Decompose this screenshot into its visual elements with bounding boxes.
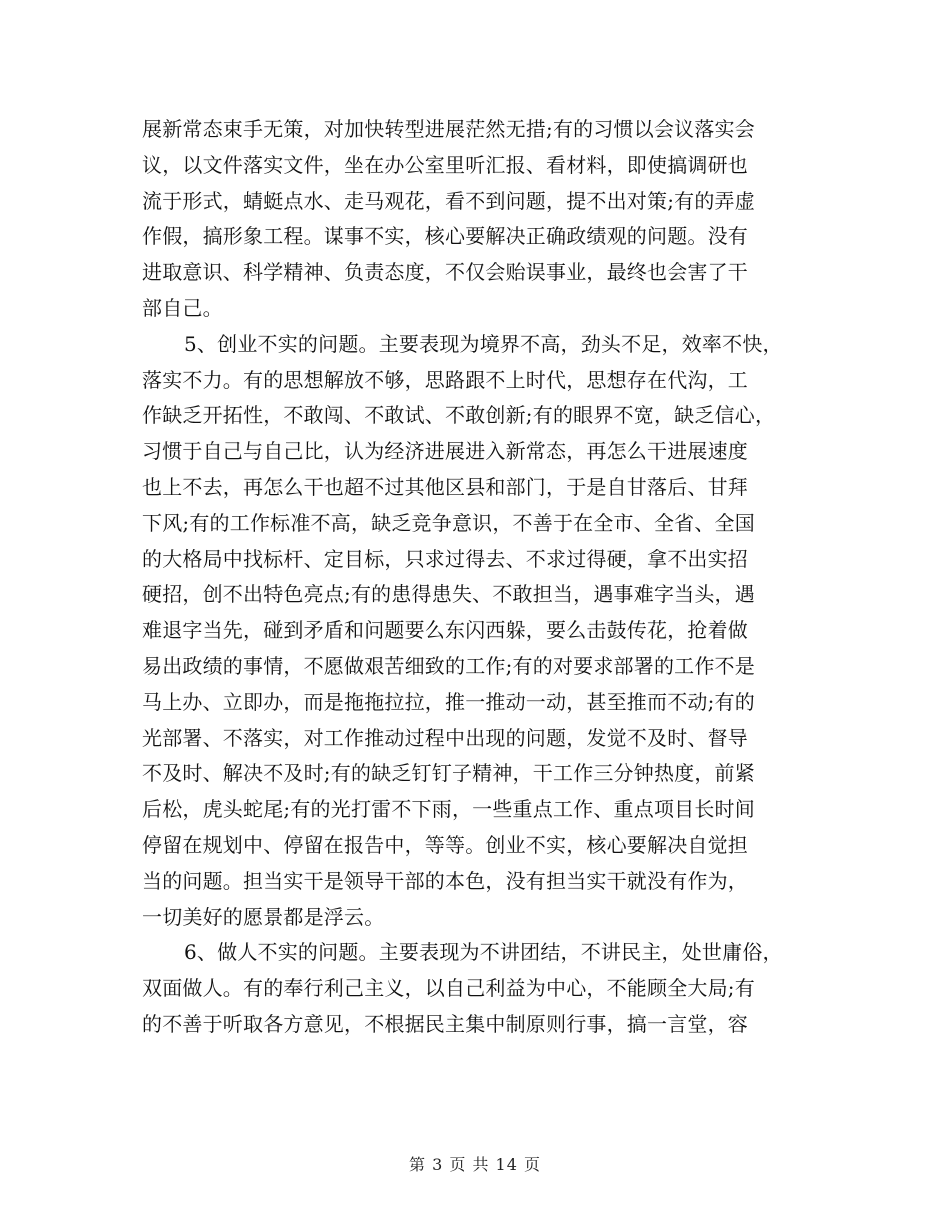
text-line: 下风;有的工作标准不高，缺乏竞争意识，不善于在全市、全省、全国 xyxy=(142,510,755,535)
text-line: 也上不去，再怎么干也超不过其他区县和部门，于是自甘落后、甘拜 xyxy=(142,474,748,499)
text-line: 当的问题。担当实干是领导干部的本色，没有担当实干就没有作为， xyxy=(142,868,748,893)
text-line: 一切美好的愿景都是浮云。 xyxy=(142,904,385,929)
text-line: 部自己。 xyxy=(142,295,223,320)
text-line: 习惯于自己与自己比，认为经济进展进入新常态，再怎么干进展速度 xyxy=(142,439,748,464)
text-line: 的大格局中找标杆、定目标，只求过得去、不求过得硬，拿不出实招 xyxy=(142,546,748,571)
text-line: 后松，虎头蛇尾;有的光打雷不下雨，一些重点工作、重点项目长时间 xyxy=(142,797,755,822)
text-line: 硬招，创不出特色亮点;有的患得患失、不敢担当，遇事难字当头，遇 xyxy=(142,582,755,607)
text-line: 展新常态束手无策，对加快转型进展茫然无措;有的习惯以会议落实会 xyxy=(142,117,755,141)
text-line: 的不善于听取各方意见，不根据民主集中制原则行事，搞一言堂，容 xyxy=(142,1011,748,1036)
text-line: 作缺乏开拓性，不敢闯、不敢试、不敢创新;有的眼界不宽，缺乏信心， xyxy=(142,403,776,428)
text-line: 进取意识、科学精神、负责态度，不仅会贻误事业，最终也会害了干 xyxy=(142,260,748,285)
text-line: 难退字当先，碰到矛盾和问题要么东闪西躲，要么击鼓传花，抢着做 xyxy=(142,618,748,643)
text-line: 落实不力。有的思想解放不够，思路跟不上时代，思想存在代沟，工 xyxy=(142,367,748,392)
body-text xyxy=(142,112,822,1043)
text-line: 光部署、不落实，对工作推动过程中出现的问题，发觉不及时、督导 xyxy=(142,725,748,750)
text-line: 易出政绩的事情，不愿做艰苦细致的工作;有的对要求部署的工作不是 xyxy=(142,653,755,678)
text-line: 马上办、立即办，而是拖拖拉拉，推一推动一动，甚至推而不动;有的 xyxy=(142,689,755,714)
text-line: 不及时、解决不及时;有的缺乏钉钉子精神，干工作三分钟热度，前紧 xyxy=(142,761,755,786)
paragraph-start-line: 6、做人不实的问题。主要表现为不讲团结，不讲民主，处世庸俗， xyxy=(184,940,783,965)
text-line: 作假，搞形象工程。谋事不实，核心要解决正确政绩观的问题。没有 xyxy=(142,224,748,249)
text-line: 停留在规划中、停留在报告中，等等。创业不实，核心要解决自觉担 xyxy=(142,832,748,857)
text-line: 议，以文件落实文件，坐在办公室里听汇报、看材料，即使搞调研也 xyxy=(142,152,748,177)
text-line: 双面做人。有的奉行利己主义，以自己利益为中心，不能顾全大局;有 xyxy=(142,976,755,1001)
page-number-footer: 第 3 页 共 14 页 xyxy=(409,1155,541,1174)
text-line: 流于形式，蜻蜓点水、走马观花，看不到问题，提不出对策;有的弄虚 xyxy=(142,188,755,213)
paragraph-start-line: 5、创业不实的问题。主要表现为境界不高，劲头不足，效率不快， xyxy=(184,331,783,356)
